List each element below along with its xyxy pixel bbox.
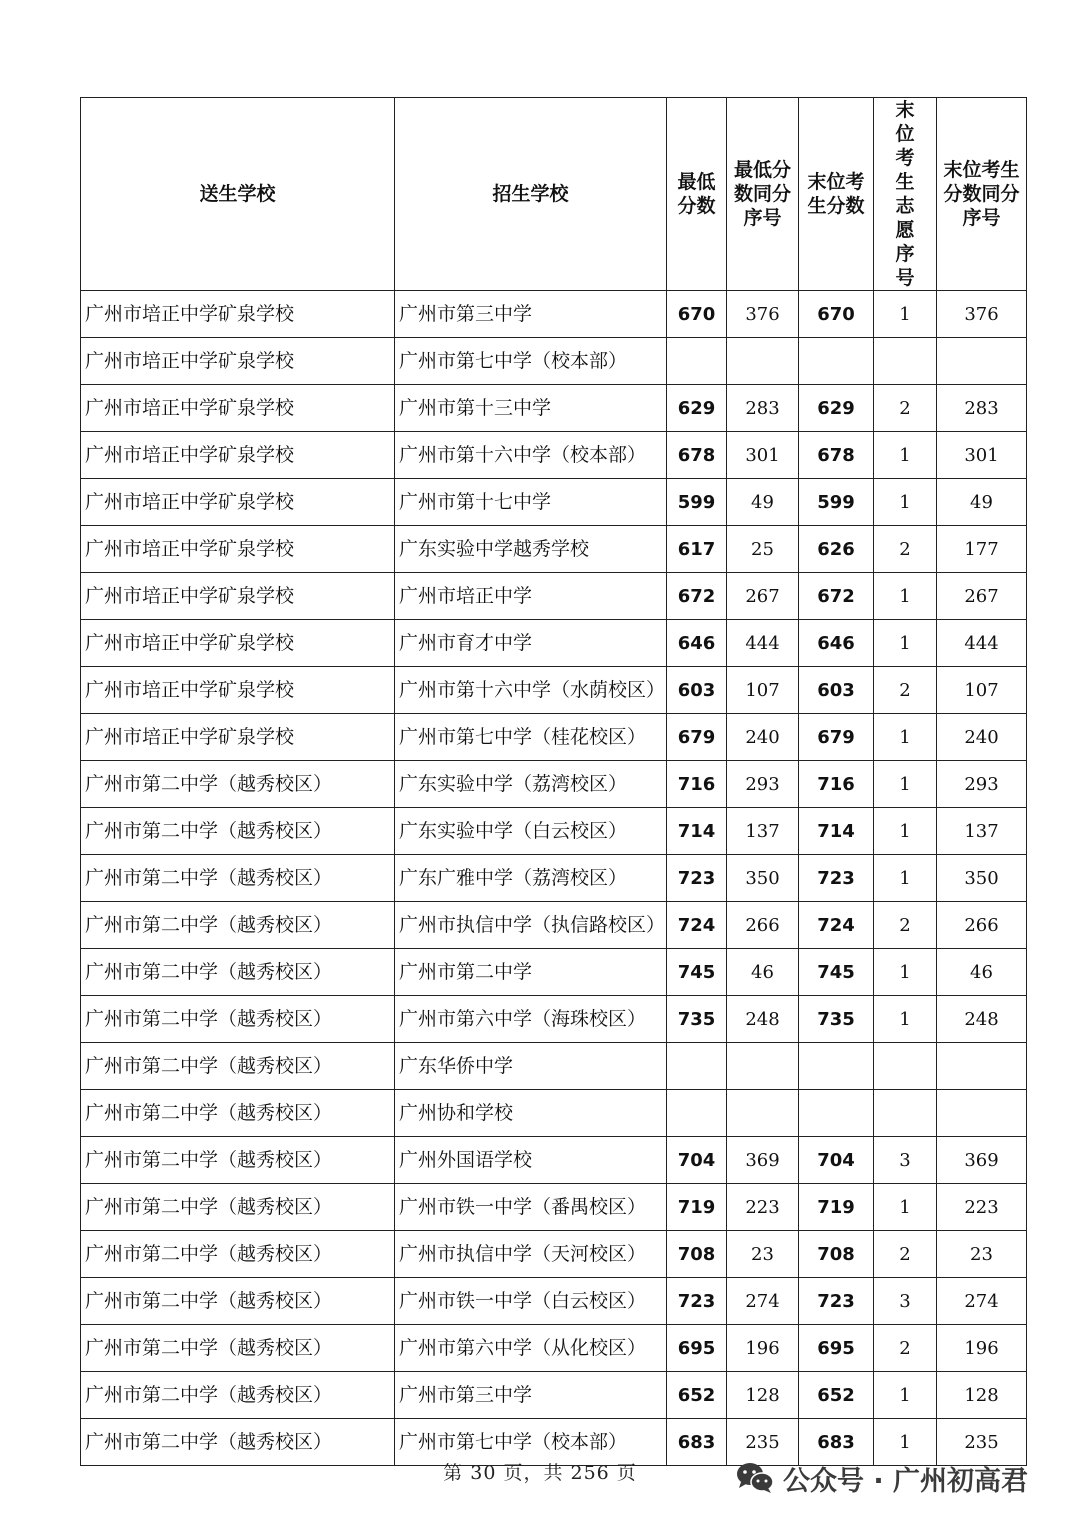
sending-school-cell: 广州市第二中学（越秀校区）: [81, 1090, 395, 1137]
table-row: [81, 1090, 1027, 1137]
last-choice-order-cell: 1: [874, 1372, 937, 1419]
last-choice-order-cell: 1: [874, 573, 937, 620]
table-row: [81, 949, 1027, 996]
admitting-school-cell: 广州市第三中学: [395, 1372, 667, 1419]
last-choice-order-cell: 3: [874, 1137, 937, 1184]
last-score-cell: 714: [799, 808, 874, 855]
sending-school-cell: 广州市第二中学（越秀校区）: [81, 996, 395, 1043]
min-score-rank-cell: [727, 1090, 799, 1137]
last-score-rank-cell: 376: [937, 291, 1027, 338]
admitting-school-cell: 广州协和学校: [395, 1090, 667, 1137]
min-score-cell: 603: [667, 667, 727, 714]
last-choice-order-cell: 2: [874, 667, 937, 714]
last-score-rank-cell: 266: [937, 902, 1027, 949]
page-number: 第 30 页，共 256 页: [443, 1462, 637, 1484]
sending-school-cell: 广州市培正中学矿泉学校: [81, 620, 395, 667]
last-score-cell: 679: [799, 714, 874, 761]
header-sending-school: 送生学校: [81, 98, 395, 291]
min-score-cell: 724: [667, 902, 727, 949]
min-score-rank-cell: 240: [727, 714, 799, 761]
last-choice-order-cell: 1: [874, 1184, 937, 1231]
min-score-rank-cell: 49: [727, 479, 799, 526]
last-choice-order-cell: 2: [874, 1325, 937, 1372]
table-row: [81, 996, 1027, 1043]
min-score-rank-cell: 266: [727, 902, 799, 949]
min-score-cell: 719: [667, 1184, 727, 1231]
table-row: [81, 1325, 1027, 1372]
min-score-rank-cell: 444: [727, 620, 799, 667]
sending-school-cell: 广州市培正中学矿泉学校: [81, 714, 395, 761]
table-row: [81, 526, 1027, 573]
last-choice-order-cell: 1: [874, 808, 937, 855]
last-choice-order-cell: [874, 1090, 937, 1137]
last-choice-order-cell: 1: [874, 479, 937, 526]
last-choice-order-cell: 1: [874, 761, 937, 808]
header-admitting-school: 招生学校: [395, 98, 667, 291]
last-score-rank-cell: 196: [937, 1325, 1027, 1372]
last-choice-order-cell: 1: [874, 949, 937, 996]
sending-school-cell: 广州市培正中学矿泉学校: [81, 526, 395, 573]
min-score-cell: 704: [667, 1137, 727, 1184]
min-score-cell: 683: [667, 1419, 727, 1466]
admitting-school-cell: 广州市育才中学: [395, 620, 667, 667]
min-score-cell: 695: [667, 1325, 727, 1372]
last-choice-order-cell: [874, 1043, 937, 1090]
min-score-cell: 679: [667, 714, 727, 761]
last-score-rank-cell: 49: [937, 479, 1027, 526]
admission-table: [80, 97, 1027, 1466]
last-score-rank-cell: 177: [937, 526, 1027, 573]
last-score-rank-cell: 137: [937, 808, 1027, 855]
table-row: [81, 1043, 1027, 1090]
table-row: [81, 902, 1027, 949]
last-score-cell: 724: [799, 902, 874, 949]
min-score-cell: 672: [667, 573, 727, 620]
last-score-cell: 716: [799, 761, 874, 808]
table-row: [81, 667, 1027, 714]
last-score-cell: [799, 1043, 874, 1090]
min-score-cell: [667, 338, 727, 385]
table-row: [81, 1137, 1027, 1184]
min-score-rank-cell: 350: [727, 855, 799, 902]
sending-school-cell: 广州市培正中学矿泉学校: [81, 432, 395, 479]
last-score-rank-cell: 223: [937, 1184, 1027, 1231]
sending-school-cell: 广州市第二中学（越秀校区）: [81, 1137, 395, 1184]
sending-school-cell: 广州市培正中学矿泉学校: [81, 479, 395, 526]
min-score-rank-cell: 248: [727, 996, 799, 1043]
sending-school-cell: 广州市第二中学（越秀校区）: [81, 808, 395, 855]
last-choice-order-cell: 1: [874, 714, 937, 761]
last-score-rank-cell: 248: [937, 996, 1027, 1043]
sending-school-cell: 广州市第二中学（越秀校区）: [81, 855, 395, 902]
min-score-rank-cell: [727, 1043, 799, 1090]
min-score-rank-cell: 46: [727, 949, 799, 996]
admitting-school-cell: 广州市第七中学（校本部）: [395, 1419, 667, 1466]
header-last-score: 末位考生分数: [799, 98, 874, 291]
last-choice-order-cell: 2: [874, 526, 937, 573]
last-score-rank-cell: 301: [937, 432, 1027, 479]
admitting-school-cell: 广州市铁一中学（番禺校区）: [395, 1184, 667, 1231]
admitting-school-cell: 广州市第十六中学（水荫校区）: [395, 667, 667, 714]
min-score-rank-cell: 25: [727, 526, 799, 573]
last-choice-order-cell: 1: [874, 432, 937, 479]
min-score-rank-cell: 274: [727, 1278, 799, 1325]
admitting-school-cell: 广州市第七中学（校本部）: [395, 338, 667, 385]
header-row: [81, 98, 1027, 291]
last-score-cell: 719: [799, 1184, 874, 1231]
last-score-cell: 652: [799, 1372, 874, 1419]
min-score-rank-cell: 223: [727, 1184, 799, 1231]
min-score-rank-cell: 369: [727, 1137, 799, 1184]
last-score-cell: 672: [799, 573, 874, 620]
min-score-cell: 745: [667, 949, 727, 996]
admitting-school-cell: 广州外国语学校: [395, 1137, 667, 1184]
admitting-school-cell: 广州市第十七中学: [395, 479, 667, 526]
watermark-text: 公众号 · 广州初高君: [783, 1465, 1029, 1497]
min-score-cell: 723: [667, 1278, 727, 1325]
last-score-cell: 683: [799, 1419, 874, 1466]
table-row: [81, 620, 1027, 667]
watermark: [735, 1455, 1028, 1501]
last-choice-order-cell: 2: [874, 902, 937, 949]
sending-school-cell: 广州市第二中学（越秀校区）: [81, 1325, 395, 1372]
admitting-school-cell: 广东实验中学（白云校区）: [395, 808, 667, 855]
min-score-cell: 629: [667, 385, 727, 432]
last-score-rank-cell: 283: [937, 385, 1027, 432]
table-row: [81, 761, 1027, 808]
min-score-cell: [667, 1090, 727, 1137]
min-score-rank-cell: 196: [727, 1325, 799, 1372]
last-choice-order-cell: 2: [874, 385, 937, 432]
min-score-cell: 735: [667, 996, 727, 1043]
min-score-rank-cell: 376: [727, 291, 799, 338]
sending-school-cell: 广州市第二中学（越秀校区）: [81, 761, 395, 808]
min-score-cell: 708: [667, 1231, 727, 1278]
last-choice-order-cell: 1: [874, 855, 937, 902]
header-min-score: 最低分数: [667, 98, 727, 291]
min-score-rank-cell: 128: [727, 1372, 799, 1419]
last-score-rank-cell: 128: [937, 1372, 1027, 1419]
last-score-cell: 626: [799, 526, 874, 573]
last-score-rank-cell: 267: [937, 573, 1027, 620]
min-score-rank-cell: 137: [727, 808, 799, 855]
admitting-school-cell: 广州市第十六中学（校本部）: [395, 432, 667, 479]
admitting-school-cell: 广州市第二中学: [395, 949, 667, 996]
last-score-rank-cell: 293: [937, 761, 1027, 808]
sending-school-cell: 广州市培正中学矿泉学校: [81, 573, 395, 620]
sending-school-cell: 广州市培正中学矿泉学校: [81, 385, 395, 432]
last-score-rank-cell: [937, 1043, 1027, 1090]
admitting-school-cell: 广州市培正中学: [395, 573, 667, 620]
last-choice-order-cell: 2: [874, 1231, 937, 1278]
header-last-choice-order: 末位考生志愿序号: [874, 98, 937, 291]
sending-school-cell: 广州市第二中学（越秀校区）: [81, 1231, 395, 1278]
table-row: [81, 1278, 1027, 1325]
last-score-rank-cell: 235: [937, 1419, 1027, 1466]
admitting-school-cell: 广州市第七中学（桂花校区）: [395, 714, 667, 761]
table-row: [81, 1231, 1027, 1278]
admitting-school-cell: 广东广雅中学（荔湾校区）: [395, 855, 667, 902]
last-score-cell: 695: [799, 1325, 874, 1372]
last-score-rank-cell: 46: [937, 949, 1027, 996]
sending-school-cell: 广州市培正中学矿泉学校: [81, 338, 395, 385]
table-row: [81, 714, 1027, 761]
table-header: [81, 98, 1027, 291]
sending-school-cell: 广州市第二中学（越秀校区）: [81, 1372, 395, 1419]
last-score-rank-cell: [937, 338, 1027, 385]
table-row: [81, 291, 1027, 338]
admitting-school-cell: 广州市第十三中学: [395, 385, 667, 432]
last-score-cell: 629: [799, 385, 874, 432]
table-row: [81, 338, 1027, 385]
last-score-rank-cell: 240: [937, 714, 1027, 761]
last-score-rank-cell: 444: [937, 620, 1027, 667]
admitting-school-cell: 广州市铁一中学（白云校区）: [395, 1278, 667, 1325]
last-score-rank-cell: 350: [937, 855, 1027, 902]
wechat-icon: [735, 1461, 775, 1495]
min-score-rank-cell: 293: [727, 761, 799, 808]
last-score-cell: 646: [799, 620, 874, 667]
min-score-cell: [667, 1043, 727, 1090]
last-choice-order-cell: 1: [874, 1419, 937, 1466]
min-score-cell: 723: [667, 855, 727, 902]
admitting-school-cell: 广东实验中学（荔湾校区）: [395, 761, 667, 808]
last-score-cell: 704: [799, 1137, 874, 1184]
last-score-cell: [799, 1090, 874, 1137]
min-score-cell: 646: [667, 620, 727, 667]
last-choice-order-cell: 1: [874, 620, 937, 667]
last-score-cell: 723: [799, 855, 874, 902]
table-row: [81, 479, 1027, 526]
table-row: [81, 573, 1027, 620]
min-score-cell: 670: [667, 291, 727, 338]
header-last-score-rank: 末位考生分数同分序号: [937, 98, 1027, 291]
sending-school-cell: 广州市第二中学（越秀校区）: [81, 1419, 395, 1466]
table-row: [81, 808, 1027, 855]
sending-school-cell: 广州市第二中学（越秀校区）: [81, 902, 395, 949]
last-score-rank-cell: [937, 1090, 1027, 1137]
admitting-school-cell: 广州市第六中学（海珠校区）: [395, 996, 667, 1043]
min-score-cell: 678: [667, 432, 727, 479]
last-choice-order-cell: [874, 338, 937, 385]
last-score-rank-cell: 274: [937, 1278, 1027, 1325]
last-score-cell: 599: [799, 479, 874, 526]
last-score-cell: 603: [799, 667, 874, 714]
last-score-rank-cell: 23: [937, 1231, 1027, 1278]
admitting-school-cell: 广州市第三中学: [395, 291, 667, 338]
sending-school-cell: 广州市第二中学（越秀校区）: [81, 1184, 395, 1231]
admitting-school-cell: 广东实验中学越秀学校: [395, 526, 667, 573]
min-score-rank-cell: 267: [727, 573, 799, 620]
sending-school-cell: 广州市第二中学（越秀校区）: [81, 1043, 395, 1090]
sending-school-cell: 广州市第二中学（越秀校区）: [81, 1278, 395, 1325]
table-body: [81, 291, 1027, 1466]
last-score-rank-cell: 107: [937, 667, 1027, 714]
table-row: [81, 1372, 1027, 1419]
last-score-cell: 735: [799, 996, 874, 1043]
min-score-cell: 714: [667, 808, 727, 855]
sending-school-cell: 广州市培正中学矿泉学校: [81, 291, 395, 338]
table-row: [81, 432, 1027, 479]
table-row: [81, 1184, 1027, 1231]
min-score-rank-cell: [727, 338, 799, 385]
min-score-cell: 716: [667, 761, 727, 808]
min-score-rank-cell: 23: [727, 1231, 799, 1278]
min-score-rank-cell: 283: [727, 385, 799, 432]
last-score-cell: 745: [799, 949, 874, 996]
last-choice-order-cell: 3: [874, 1278, 937, 1325]
min-score-cell: 652: [667, 1372, 727, 1419]
last-score-cell: 723: [799, 1278, 874, 1325]
last-score-cell: [799, 338, 874, 385]
sending-school-cell: 广州市培正中学矿泉学校: [81, 667, 395, 714]
last-score-cell: 678: [799, 432, 874, 479]
admitting-school-cell: 广州市执信中学（天河校区）: [395, 1231, 667, 1278]
min-score-cell: 617: [667, 526, 727, 573]
min-score-cell: 599: [667, 479, 727, 526]
table-row: [81, 855, 1027, 902]
table-row: [81, 385, 1027, 432]
last-score-cell: 670: [799, 291, 874, 338]
min-score-rank-cell: 235: [727, 1419, 799, 1466]
admitting-school-cell: 广州市第六中学（从化校区）: [395, 1325, 667, 1372]
min-score-rank-cell: 301: [727, 432, 799, 479]
min-score-rank-cell: 107: [727, 667, 799, 714]
last-choice-order-cell: 1: [874, 996, 937, 1043]
admitting-school-cell: 广东华侨中学: [395, 1043, 667, 1090]
last-score-cell: 708: [799, 1231, 874, 1278]
admitting-school-cell: 广州市执信中学（执信路校区）: [395, 902, 667, 949]
header-min-score-rank: 最低分数同分序号: [727, 98, 799, 291]
sending-school-cell: 广州市第二中学（越秀校区）: [81, 949, 395, 996]
last-score-rank-cell: 369: [937, 1137, 1027, 1184]
last-choice-order-cell: 1: [874, 291, 937, 338]
